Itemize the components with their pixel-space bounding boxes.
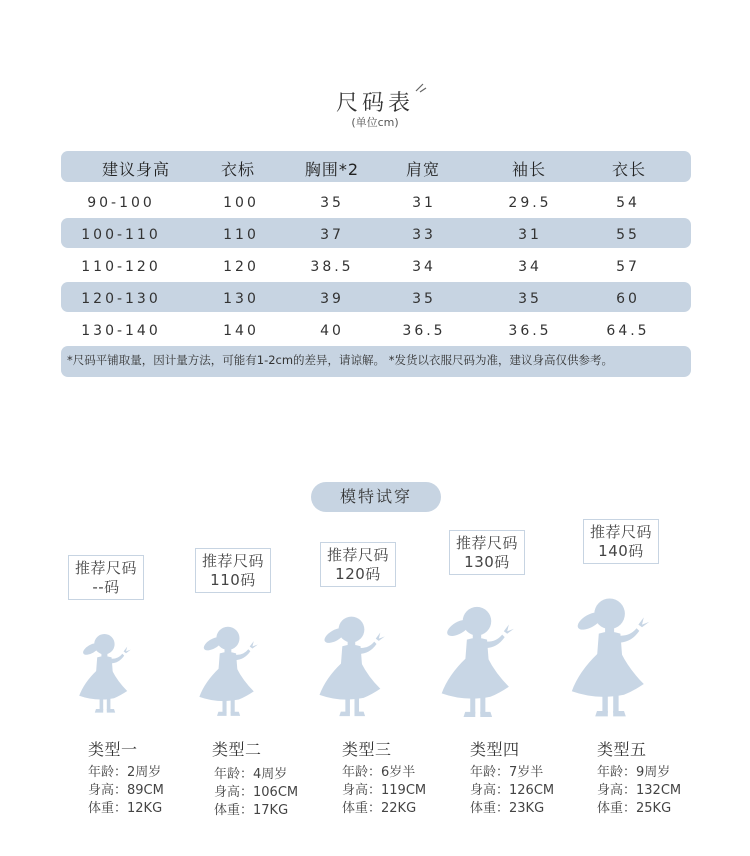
model-height: 身高：119CM xyxy=(342,783,427,798)
col-header-height: 建议身高 xyxy=(101,160,170,179)
cell-chest: 37 xyxy=(320,227,344,243)
cell-shoulder: 34 xyxy=(412,259,436,275)
cell-sleeve: 36.5 xyxy=(508,323,552,339)
model-age: 年龄：9周岁 xyxy=(597,765,671,780)
models-section-title: 模特试穿 xyxy=(311,482,441,512)
cell-label: 100 xyxy=(223,195,259,211)
cell-sleeve: 31 xyxy=(518,227,542,243)
girl-silhouette-icon xyxy=(318,603,394,729)
recommended-size-box xyxy=(68,555,144,600)
model-age: 年龄：4周岁 xyxy=(214,767,288,782)
model-weight: 体重：12KG xyxy=(88,801,163,816)
girl-silhouette-icon xyxy=(570,584,660,730)
model-age: 年龄：2周岁 xyxy=(88,765,162,780)
cell-sleeve: 34 xyxy=(518,259,542,275)
recommended-size-value: 130码 xyxy=(464,553,510,571)
cell-chest: 38.5 xyxy=(310,259,354,275)
col-header-sleeve: 袖长 xyxy=(511,160,546,179)
model-height: 身高：132CM xyxy=(597,783,682,798)
recommended-size-label: 推荐尺码 xyxy=(589,523,652,541)
recommended-size-box xyxy=(195,548,271,593)
cell-shoulder: 33 xyxy=(412,227,436,243)
girl-silhouette-icon xyxy=(440,593,524,730)
table-note: *尺码平铺取量，因计量方法，可能有1-2cm的差异，请谅解。 *发货以衣服尺码为准，建议身高仅供参考。 xyxy=(67,353,613,367)
cell-shoulder: 31 xyxy=(412,195,436,211)
col-header-shoulder: 肩宽 xyxy=(405,160,440,179)
cell-label: 120 xyxy=(223,259,259,275)
page-title: 尺码表 xyxy=(335,91,414,116)
cell-chest: 39 xyxy=(320,291,344,307)
cell-height: 130-140 xyxy=(81,323,161,339)
model-age: 年龄：7岁半 xyxy=(470,765,544,780)
cell-length: 60 xyxy=(616,291,640,307)
recommended-size-box xyxy=(320,542,396,587)
model-type: 类型四 xyxy=(470,740,520,759)
cell-length: 57 xyxy=(616,259,640,275)
model-height: 身高：89CM xyxy=(88,783,164,798)
model-type: 类型五 xyxy=(597,740,647,759)
recommended-size-label: 推荐尺码 xyxy=(326,546,389,564)
cell-length: 54 xyxy=(616,195,640,211)
model-type: 类型三 xyxy=(342,740,392,759)
cell-height: 110-120 xyxy=(81,259,161,275)
model-type: 类型一 xyxy=(88,740,138,759)
cell-shoulder: 36.5 xyxy=(402,323,446,339)
cell-chest: 40 xyxy=(320,323,344,339)
decorative-tick-icon xyxy=(414,80,428,94)
cell-height: 120-130 xyxy=(81,291,161,307)
model-type: 类型二 xyxy=(212,740,262,759)
recommended-size-box xyxy=(449,530,525,575)
model-weight: 体重：23KG xyxy=(470,801,545,816)
recommended-size-label: 推荐尺码 xyxy=(201,552,264,570)
cell-chest: 35 xyxy=(320,195,344,211)
cell-sleeve: 29.5 xyxy=(508,195,552,211)
cell-length: 64.5 xyxy=(606,323,650,339)
col-header-chest: 胸围*2 xyxy=(304,160,360,179)
col-header-length: 衣长 xyxy=(611,160,646,179)
recommended-size-label: 推荐尺码 xyxy=(74,559,137,577)
cell-label: 110 xyxy=(223,227,259,243)
cell-label: 130 xyxy=(223,291,259,307)
col-header-label: 衣标 xyxy=(220,160,255,179)
model-weight: 体重：25KG xyxy=(597,801,672,816)
recommended-size-box xyxy=(583,519,659,564)
girl-silhouette-icon xyxy=(198,612,266,730)
recommended-size-value: --码 xyxy=(92,578,120,596)
model-weight: 体重：22KG xyxy=(342,801,417,816)
cell-sleeve: 35 xyxy=(518,291,542,307)
unit-label: (单位cm) xyxy=(351,116,399,129)
recommended-size-value: 140码 xyxy=(598,542,644,560)
recommended-size-value: 120码 xyxy=(335,565,381,583)
cell-label: 140 xyxy=(223,323,259,339)
girl-silhouette-icon xyxy=(78,620,138,726)
model-age: 年龄：6岁半 xyxy=(342,765,416,780)
cell-height: 90-100 xyxy=(87,195,155,211)
recommended-size-value: 110码 xyxy=(210,571,256,589)
cell-height: 100-110 xyxy=(81,227,161,243)
model-height: 身高：106CM xyxy=(214,785,299,800)
cell-length: 55 xyxy=(616,227,640,243)
model-height: 身高：126CM xyxy=(470,783,555,798)
cell-shoulder: 35 xyxy=(412,291,436,307)
recommended-size-label: 推荐尺码 xyxy=(455,534,518,552)
model-weight: 体重：17KG xyxy=(214,803,289,818)
